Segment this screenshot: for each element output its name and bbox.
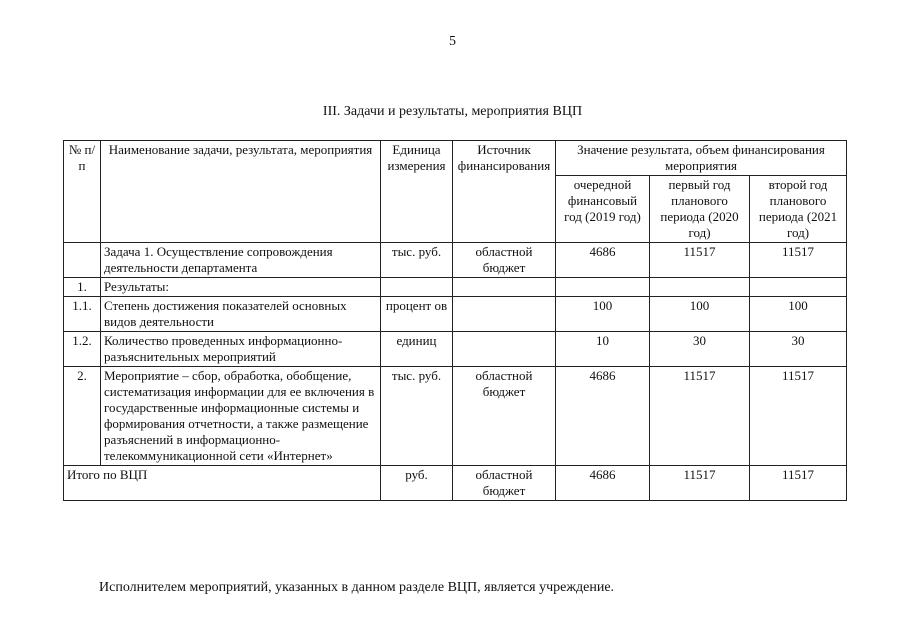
row-name: Степень достижения показателей основных видов деятельности xyxy=(101,297,381,332)
table-row xyxy=(64,243,847,278)
row-value-2020: 30 xyxy=(650,332,750,367)
table-row xyxy=(64,278,847,297)
row-num: 1.2. xyxy=(64,332,101,367)
row-unit: процент ов xyxy=(381,297,453,332)
row-unit: тыс. руб. xyxy=(381,367,453,466)
row-value-2019: 4686 xyxy=(556,243,650,278)
row-name: Задача 1. Осуществление сопровождения деятельности департамента xyxy=(101,243,381,278)
row-num: 1.1. xyxy=(64,297,101,332)
total-row xyxy=(64,466,847,501)
header-row xyxy=(64,141,847,176)
total-unit: руб. xyxy=(381,466,453,501)
row-value-2021: 11517 xyxy=(750,243,847,278)
total-value-2020: 11517 xyxy=(650,466,750,501)
row-num: 2. xyxy=(64,367,101,466)
row-value-2020 xyxy=(650,278,750,297)
row-value-2019: 100 xyxy=(556,297,650,332)
header-num: № п/п xyxy=(64,141,101,243)
row-value-2020: 11517 xyxy=(650,243,750,278)
header-value-group: Значение результата, объем финансирования мероприятия xyxy=(556,141,847,176)
row-name: Мероприятие – сбор, обработка, обобщение, систематизация информации для ее включения в государственные информационные системы и формирования отчетности, а также размещение разъяснений в информационно-телекоммуникационной сети «Интернет» xyxy=(101,367,381,466)
row-num: 1. xyxy=(64,278,101,297)
row-source: областной бюджет xyxy=(453,243,556,278)
header-year-2020: первый год планового периода (2020 год) xyxy=(650,176,750,243)
page-number: 5 xyxy=(449,34,456,49)
table-row xyxy=(64,367,847,466)
row-source xyxy=(453,332,556,367)
row-value-2020: 100 xyxy=(650,297,750,332)
results-table xyxy=(63,140,847,501)
header-source: Источник финансирования xyxy=(453,141,556,243)
row-name: Результаты: xyxy=(101,278,381,297)
header-year-2019: очередной финансовый год (2019 год) xyxy=(556,176,650,243)
row-source xyxy=(453,297,556,332)
row-value-2021: 30 xyxy=(750,332,847,367)
total-value-2019: 4686 xyxy=(556,466,650,501)
row-source xyxy=(453,278,556,297)
total-source: областной бюджет xyxy=(453,466,556,501)
section-title: III. Задачи и результаты, мероприятия ВЦП xyxy=(322,104,583,119)
total-value-2021: 11517 xyxy=(750,466,847,501)
row-name: Количество проведенных информационно-разъяснительных мероприятий xyxy=(101,332,381,367)
header-year-2021: второй год планового периода (2021 год) xyxy=(750,176,847,243)
table-row xyxy=(64,297,847,332)
header-unit: Единица измерения xyxy=(381,141,453,243)
row-value-2019: 4686 xyxy=(556,367,650,466)
footer-note: Исполнителем мероприятий, указанных в данном разделе ВЦП, является учреждение. xyxy=(99,580,615,595)
table-row xyxy=(64,332,847,367)
header-name: Наименование задачи, результата, мероприятия xyxy=(101,141,381,243)
row-value-2021: 100 xyxy=(750,297,847,332)
row-value-2019: 10 xyxy=(556,332,650,367)
row-value-2021 xyxy=(750,278,847,297)
row-unit xyxy=(381,278,453,297)
row-num xyxy=(64,243,101,278)
total-label: Итого по ВЦП xyxy=(64,466,381,501)
row-unit: тыс. руб. xyxy=(381,243,453,278)
row-value-2020: 11517 xyxy=(650,367,750,466)
row-value-2021: 11517 xyxy=(750,367,847,466)
row-value-2019 xyxy=(556,278,650,297)
row-unit: единиц xyxy=(381,332,453,367)
row-source: областной бюджет xyxy=(453,367,556,466)
